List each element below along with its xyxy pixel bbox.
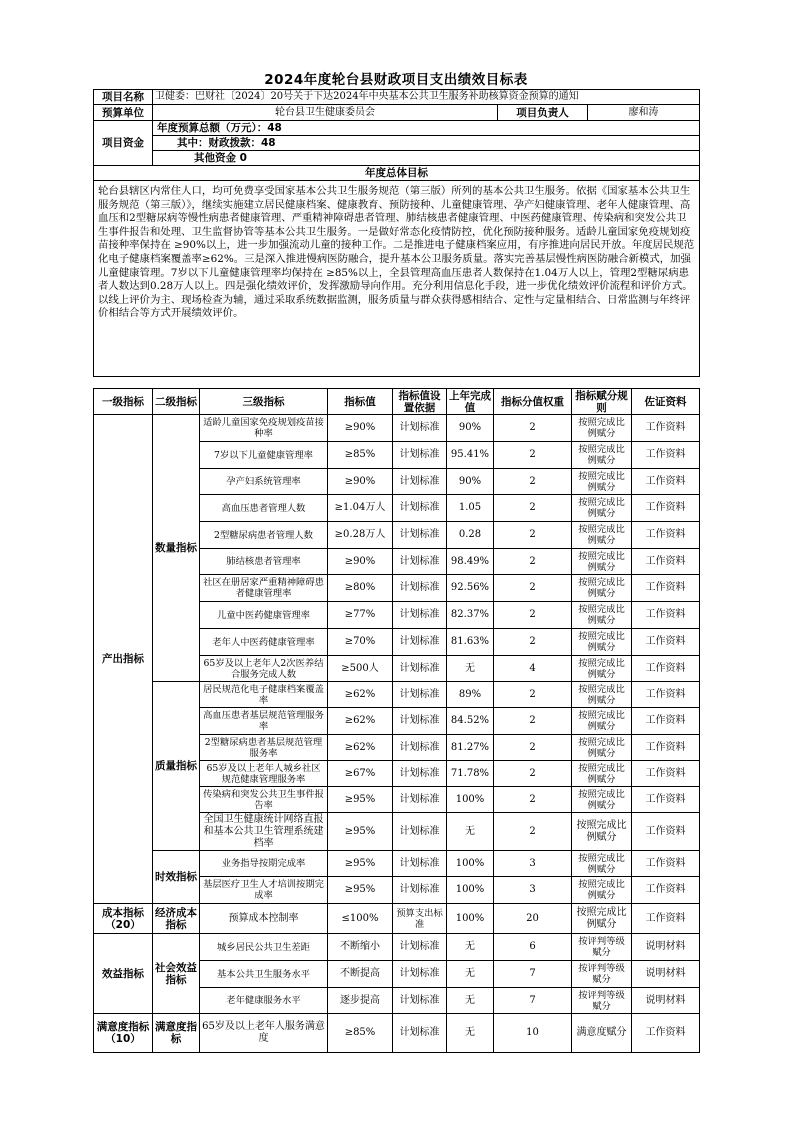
indicator-basis: 计划标准 [393, 549, 447, 575]
indicator-name: 老年人中医药健康管理率 [200, 629, 328, 656]
indicator-name: 65岁及以上老年人城乡社区规范健康管理服务率 [200, 761, 328, 787]
indicator-name: 适龄儿童国家免疫规划疫苗接种率 [200, 415, 328, 442]
indicator-last-year: 81.63% [447, 629, 494, 656]
leader-value: 廖和涛 [588, 105, 700, 121]
indicator-last-year: 98.49% [447, 549, 494, 575]
group-benefit: 效益指标 [94, 934, 153, 1014]
indicator-weight: 2 [494, 549, 572, 575]
indicator-evidence: 工作资料 [632, 682, 700, 708]
indicator-last-year: 82.37% [447, 602, 494, 629]
indicator-evidence: 工作资料 [632, 813, 700, 851]
indicator-value: ≥62% [328, 682, 393, 708]
indicator-rule: 按照完成比例赋分 [572, 761, 632, 787]
group-social-benefit: 社会效益指标 [153, 934, 200, 1014]
indicator-weight: 2 [494, 787, 572, 813]
indicator-basis: 计划标准 [393, 469, 447, 495]
indicator-value: ≥85% [328, 1014, 393, 1053]
header-evidence: 佐证资料 [632, 389, 700, 415]
header-value: 指标值 [328, 389, 393, 415]
indicator-basis: 计划标准 [393, 495, 447, 522]
indicator-name: 7岁以下儿童健康管理率 [200, 442, 328, 469]
indicator-basis: 计划标准 [393, 708, 447, 735]
indicator-weight: 2 [494, 415, 572, 442]
indicator-value: ≥0.28万人 [328, 522, 393, 549]
indicator-value: 不断缩小 [328, 934, 393, 961]
indicator-evidence: 说明材料 [632, 961, 700, 988]
indicator-value: ≥95% [328, 787, 393, 813]
project-name-label: 项目名称 [94, 90, 153, 105]
indicator-name: 居民规范化电子健康档案覆盖率 [200, 682, 328, 708]
indicator-value: ≥90% [328, 549, 393, 575]
indicator-basis: 计划标准 [393, 442, 447, 469]
indicator-basis: 计划标准 [393, 735, 447, 761]
indicator-value: 逐步提高 [328, 988, 393, 1014]
indicator-weight: 7 [494, 961, 572, 988]
group-quality: 质量指标 [153, 682, 200, 851]
indicator-last-year: 95.41% [447, 442, 494, 469]
goal-text: 轮台县辖区内常住人口，均可免费享受国家基本公共卫生服务规范（第三版）所列的基本公共卫生服务。依据《国家基本公共卫生服务规范（第三版）》，继续实施建立居民健康档案、健康教育、预防接种、儿童健康管理、孕产妇健康管理、老年人健康管理、高血压和2型糖尿病等慢性病患者健康管理、严重精神障碍患者管理、肺结核患者健康管理、中医药健康管理、传染病和突发公共卫生事件报告和处理、卫生监督协管等基本公共卫生服务。一是做好常态化疫情防控，优化预防接种服务。适龄儿童国家免疫规划疫苗接种率保持在 ≥90%以上，进一步加强流动儿童的接种工作。二是推进电子健康档案应用，有序推进向居民开放。年度居民规范化电子健康档案覆盖率≥62%。三是深入推进慢病医防融合，提升基本公卫服务质量。落实完善基层慢性病医防融合新模式，加强儿童健康管理。7岁以下儿童健康管理率均保持在 ≥85%以上，全县管理高血压患者人数保持在1.04万人以上，管理2型糖尿病患者人数达到0.28万人以上。四是强化绩效评价，发挥激励导向作用。充分利用信息化手段，进一步优化绩效评价流程和评价方式。以线上评价为主、现场检查为辅，通过采取系统数据监测，服务质量与群众获得感相结合、定性与定量相结合、日常监测与年终评价相结合等方式开展绩效评价。 [94, 181, 700, 377]
indicator-rule: 按评判等级赋分 [572, 961, 632, 988]
header-last-year: 上年完成值 [447, 389, 494, 415]
indicator-evidence: 工作资料 [632, 1014, 700, 1053]
indicator-basis: 计划标准 [393, 656, 447, 682]
indicator-name: 城乡居民公共卫生差距 [200, 934, 328, 961]
indicator-rule: 按照完成比例赋分 [572, 904, 632, 934]
group-cost: 成本指标（20） [94, 904, 153, 934]
indicator-evidence: 工作资料 [632, 415, 700, 442]
indicator-rule: 按照完成比例赋分 [572, 549, 632, 575]
indicator-weight: 4 [494, 656, 572, 682]
indicator-weight: 2 [494, 442, 572, 469]
indicator-rule: 按照完成比例赋分 [572, 442, 632, 469]
indicator-value: ≥90% [328, 469, 393, 495]
leader-label: 项目负责人 [498, 105, 588, 121]
indicator-basis: 计划标准 [393, 787, 447, 813]
indicator-weight: 2 [494, 575, 572, 602]
indicator-evidence: 工作资料 [632, 761, 700, 787]
indicator-basis: 预算支出标准 [393, 904, 447, 934]
indicator-weight: 6 [494, 934, 572, 961]
table-row [94, 934, 700, 961]
indicator-evidence: 工作资料 [632, 602, 700, 629]
indicator-last-year: 71.78% [447, 761, 494, 787]
indicator-evidence: 工作资料 [632, 469, 700, 495]
indicator-rule: 按评判等级赋分 [572, 988, 632, 1014]
group-output: 产出指标 [94, 415, 153, 904]
group-satisfaction: 满意度指标（10） [94, 1014, 153, 1053]
budget-unit-value: 轮台县卫生健康委员会 [153, 105, 498, 121]
indicator-name: 65岁及以上老年人服务满意度 [200, 1014, 328, 1053]
indicator-last-year: 无 [447, 1014, 494, 1053]
indicator-evidence: 工作资料 [632, 904, 700, 934]
indicator-name: 老年健康服务水平 [200, 988, 328, 1014]
indicator-value: ≥85% [328, 442, 393, 469]
indicator-last-year: 无 [447, 988, 494, 1014]
indicator-value: 不断提高 [328, 961, 393, 988]
indicator-basis: 计划标准 [393, 761, 447, 787]
indicator-evidence: 工作资料 [632, 629, 700, 656]
group-quantity: 数量指标 [153, 415, 200, 682]
indicator-last-year: 90% [447, 469, 494, 495]
indicator-last-year: 84.52% [447, 708, 494, 735]
indicator-weight: 2 [494, 469, 572, 495]
table-row [94, 904, 700, 934]
indicator-rule: 按照完成比例赋分 [572, 735, 632, 761]
indicator-last-year: 100% [447, 851, 494, 877]
indicator-last-year: 无 [447, 934, 494, 961]
indicator-value: ≤100% [328, 904, 393, 934]
indicator-value: ≥90% [328, 415, 393, 442]
header-weight: 指标分值权重 [494, 389, 572, 415]
indicator-evidence: 工作资料 [632, 549, 700, 575]
group-timeliness: 时效指标 [153, 851, 200, 904]
group-satisfaction-sub: 满意度指标 [153, 1014, 200, 1053]
indicator-weight: 2 [494, 682, 572, 708]
table-row [94, 682, 700, 708]
indicator-evidence: 工作资料 [632, 522, 700, 549]
indicator-last-year: 0.28 [447, 522, 494, 549]
indicator-evidence: 工作资料 [632, 851, 700, 877]
indicator-weight: 2 [494, 735, 572, 761]
indicator-basis: 计划标准 [393, 602, 447, 629]
indicator-name: 高血压患者管理人数 [200, 495, 328, 522]
header-level3: 三级指标 [200, 389, 328, 415]
indicator-evidence: 工作资料 [632, 877, 700, 904]
indicator-basis: 计划标准 [393, 575, 447, 602]
indicator-basis: 计划标准 [393, 877, 447, 904]
indicator-last-year: 81.27% [447, 735, 494, 761]
indicator-rule: 按照完成比例赋分 [572, 495, 632, 522]
indicator-name: 预算成本控制率 [200, 904, 328, 934]
indicator-rule: 按照完成比例赋分 [572, 469, 632, 495]
indicator-last-year: 90% [447, 415, 494, 442]
indicator-name: 传染病和突发公共卫生事件报告率 [200, 787, 328, 813]
header-level1: 一级指标 [94, 389, 153, 415]
indicator-rule: 按照完成比例赋分 [572, 787, 632, 813]
indicator-last-year: 无 [447, 813, 494, 851]
indicator-evidence: 工作资料 [632, 575, 700, 602]
indicator-rule: 按照完成比例赋分 [572, 708, 632, 735]
indicator-weight: 10 [494, 1014, 572, 1053]
indicator-rule: 按照完成比例赋分 [572, 656, 632, 682]
indicator-last-year: 无 [447, 961, 494, 988]
indicator-value: ≥80% [328, 575, 393, 602]
indicator-value: ≥62% [328, 708, 393, 735]
indicator-value: ≥95% [328, 851, 393, 877]
indicator-evidence: 工作资料 [632, 735, 700, 761]
indicator-weight: 20 [494, 904, 572, 934]
indicator-basis: 计划标准 [393, 522, 447, 549]
table-row [94, 851, 700, 877]
indicator-rule: 按照完成比例赋分 [572, 629, 632, 656]
goal-heading: 年度总体目标 [94, 166, 700, 181]
funds-total: 年度预算总额（万元）：48 [153, 121, 700, 136]
indicator-evidence: 说明材料 [632, 988, 700, 1014]
project-info-table [93, 89, 700, 377]
indicator-weight: 7 [494, 988, 572, 1014]
indicator-weight: 2 [494, 629, 572, 656]
indicator-basis: 计划标准 [393, 415, 447, 442]
indicator-weight: 2 [494, 813, 572, 851]
indicator-value: ≥500人 [328, 656, 393, 682]
indicator-rule: 按照完成比例赋分 [572, 575, 632, 602]
funds-fiscal: 其中：财政拨款：48 [153, 136, 700, 151]
indicator-last-year: 100% [447, 904, 494, 934]
indicator-name: 肺结核患者管理率 [200, 549, 328, 575]
indicator-rule: 按照完成比例赋分 [572, 851, 632, 877]
indicator-evidence: 工作资料 [632, 656, 700, 682]
indicator-name: 基层医疗卫生人才培训按期完成率 [200, 877, 328, 904]
indicator-name: 基本公共卫生服务水平 [200, 961, 328, 988]
indicator-last-year: 无 [447, 656, 494, 682]
indicator-last-year: 89% [447, 682, 494, 708]
indicator-last-year: 100% [447, 787, 494, 813]
indicator-name: 业务指导按期完成率 [200, 851, 328, 877]
indicator-name: 孕产妇系统管理率 [200, 469, 328, 495]
indicators-table [93, 388, 700, 1053]
indicator-value: ≥77% [328, 602, 393, 629]
indicator-evidence: 工作资料 [632, 442, 700, 469]
indicator-rule: 按照完成比例赋分 [572, 682, 632, 708]
indicator-basis: 计划标准 [393, 629, 447, 656]
indicator-value: ≥95% [328, 877, 393, 904]
indicator-basis: 计划标准 [393, 1014, 447, 1053]
indicator-evidence: 工作资料 [632, 708, 700, 735]
indicator-evidence: 工作资料 [632, 787, 700, 813]
indicator-weight: 2 [494, 761, 572, 787]
indicator-value: ≥1.04万人 [328, 495, 393, 522]
header-rule: 指标赋分规则 [572, 389, 632, 415]
indicator-basis: 计划标准 [393, 961, 447, 988]
indicator-rule: 按照完成比例赋分 [572, 813, 632, 851]
funds-other: 其他资金 0 [153, 151, 700, 166]
indicator-basis: 计划标准 [393, 934, 447, 961]
indicator-rule: 按照完成比例赋分 [572, 522, 632, 549]
indicator-evidence: 说明材料 [632, 934, 700, 961]
group-economic-cost: 经济成本指标 [153, 904, 200, 934]
indicator-name: 65岁及以上老年人2次医养结合服务完成人数 [200, 656, 328, 682]
indicator-rule: 按照完成比例赋分 [572, 602, 632, 629]
indicator-weight: 2 [494, 522, 572, 549]
indicator-evidence: 工作资料 [632, 495, 700, 522]
indicator-value: ≥62% [328, 735, 393, 761]
table-row [94, 1014, 700, 1053]
indicator-name: 全国卫生健康统计网络直报和基本公共卫生管理系统建档率 [200, 813, 328, 851]
funds-label: 项目资金 [94, 121, 153, 166]
indicator-name: 2型糖尿病患者管理人数 [200, 522, 328, 549]
page-title: 2024年度轮台县财政项目支出绩效目标表 [264, 72, 528, 88]
indicator-basis: 计划标准 [393, 851, 447, 877]
indicator-weight: 3 [494, 851, 572, 877]
indicator-weight: 2 [494, 708, 572, 735]
indicator-last-year: 100% [447, 877, 494, 904]
project-name-value: 卫健委：巴财社〔2024〕20号关于下达2024年中央基本公共卫生服务补助核算资金预算的通知 [153, 90, 700, 105]
indicator-basis: 计划标准 [393, 988, 447, 1014]
budget-unit-label: 预算单位 [94, 105, 153, 121]
indicator-rule: 满意度赋分 [572, 1014, 632, 1053]
indicator-value: ≥95% [328, 813, 393, 851]
indicator-name: 社区在册居家严重精神障碍患者健康管理率 [200, 575, 328, 602]
table-row [94, 415, 700, 442]
header-level2: 二级指标 [153, 389, 200, 415]
indicator-weight: 2 [494, 495, 572, 522]
indicator-rule: 按评判等级赋分 [572, 934, 632, 961]
indicator-name: 2型糖尿病患者基层规范管理服务率 [200, 735, 328, 761]
indicator-value: ≥70% [328, 629, 393, 656]
header-basis: 指标值设置依据 [393, 389, 447, 415]
indicator-last-year: 1.05 [447, 495, 494, 522]
indicator-basis: 计划标准 [393, 682, 447, 708]
indicator-weight: 2 [494, 602, 572, 629]
indicator-basis: 计划标准 [393, 813, 447, 851]
indicator-weight: 3 [494, 877, 572, 904]
indicator-last-year: 92.56% [447, 575, 494, 602]
indicator-value: ≥67% [328, 761, 393, 787]
indicator-name: 高血压患者基层规范管理服务率 [200, 708, 328, 735]
indicator-name: 儿童中医药健康管理率 [200, 602, 328, 629]
indicator-rule: 按照完成比例赋分 [572, 877, 632, 904]
indicator-rule: 按照完成比例赋分 [572, 415, 632, 442]
